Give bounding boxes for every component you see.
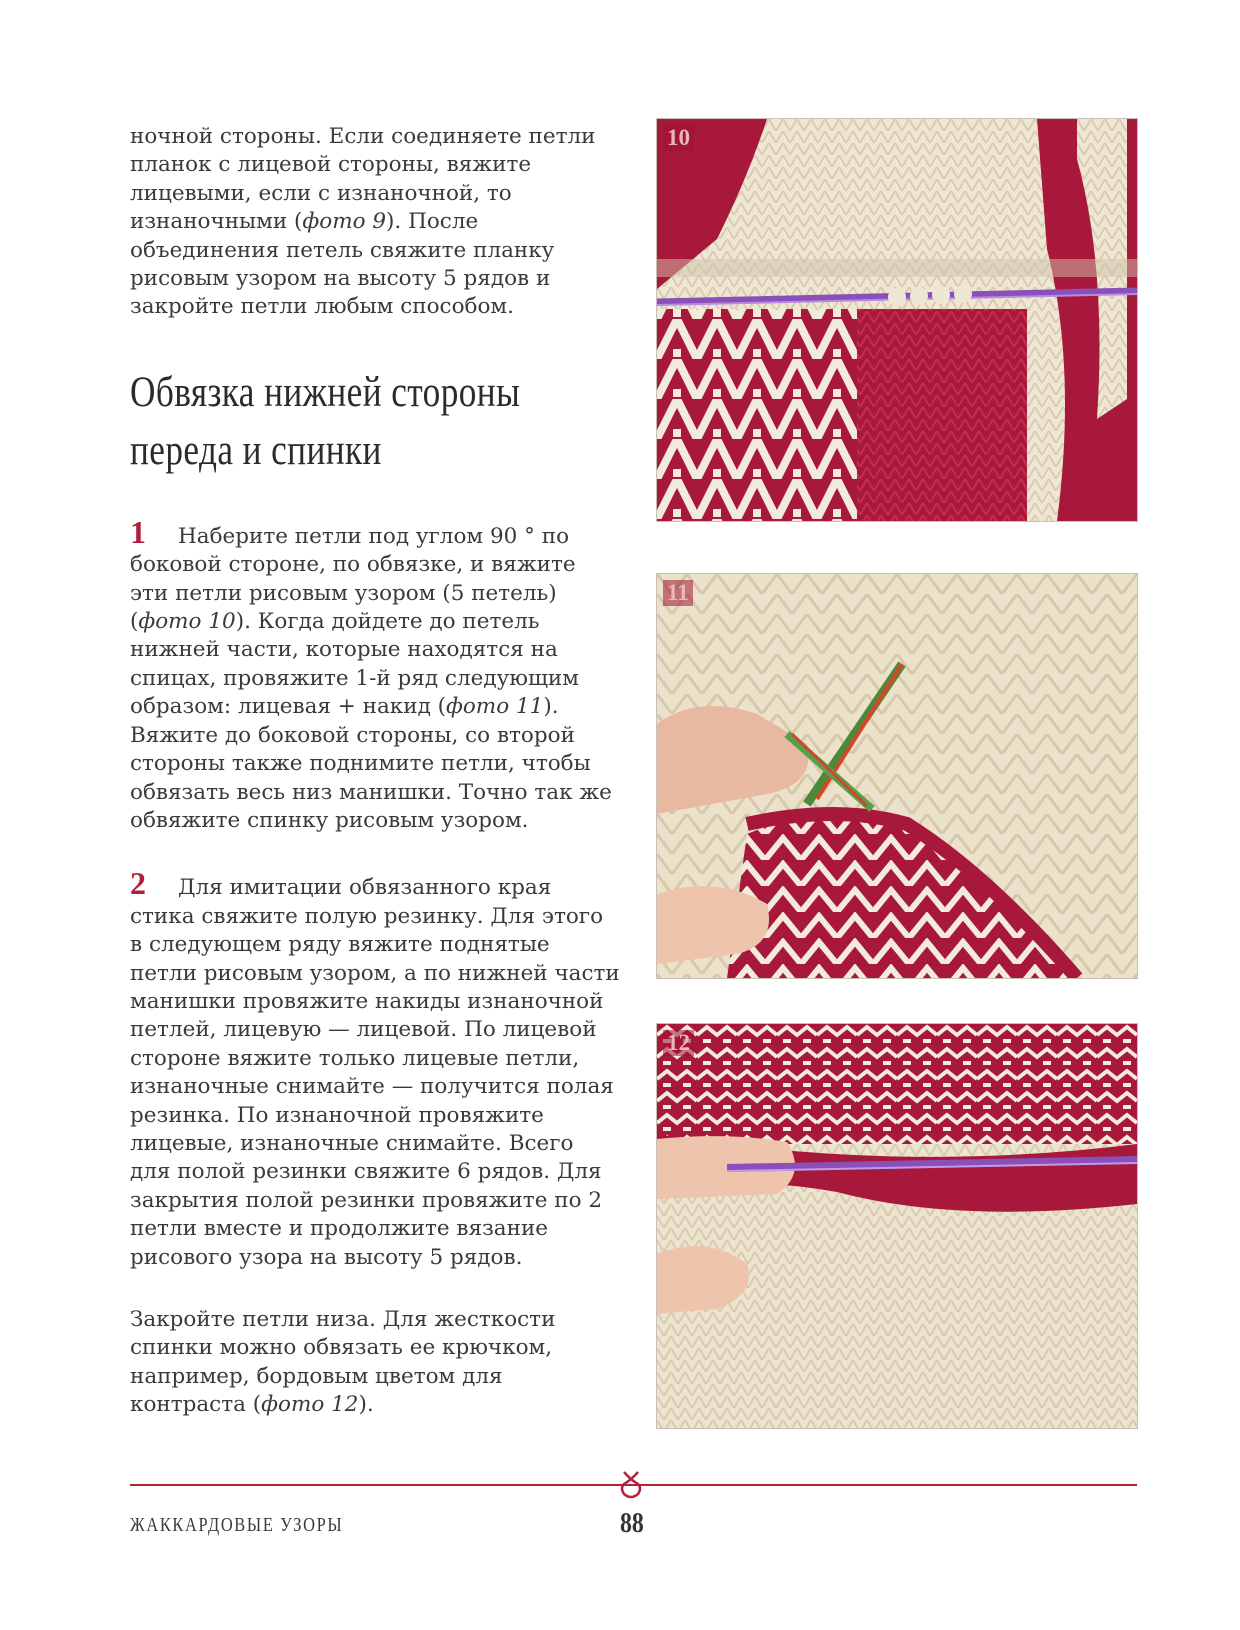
page-number: 88 <box>620 1508 644 1539</box>
intro-paragraph: ночной стороны. Если соединяете петли планок с лицевой стороны, вяжите лицевыми, если с изнаночной, то изнаночными (фото 9). После объединения петель свяжите планку рисовым узором на высоту 5 рядов и закройте петли любым способом. <box>130 124 596 320</box>
photo-ref: фото 9 <box>302 209 387 235</box>
step-number: 1 <box>130 513 146 550</box>
step-number: 2 <box>130 865 146 902</box>
photo-11 <box>656 573 1138 979</box>
step-1: 1 Наберите петли под углом 90 ° по боковой стороне, по обвязке, и вяжите эти петли рисовым узором (5 петель) (фото 10). Когда дойдете до петель нижней части, которые находятся на спицах, провяжите 1-й ряд следующим образом: лицевая + накид (фото 11). Вяжите до боковой стороны, со второй стороны также поднимите петли, чтобы обвязать весь низ манишки. Точно так же обвяжите спинку рисовым узором. <box>130 513 612 833</box>
photo-label: 12 <box>663 1030 694 1056</box>
photo-12 <box>656 1023 1138 1429</box>
step-2: 2 Для имитации обвязанного края стика свяжите полую резинку. Для этого в следующем ряду вяжите поднятые петли рисовым узором, а по нижней части манишки провяжите накиды изнаночной петлей, лицевую — лицевой. По лицевой стороне вяжите только лицевые петли, изнаночные снимайте — получится полая резинка. По изнаночной провяжите лицевые, изнаночные снимайте. Всего для полой резинки свяжите 6 рядов. Для закрытия полой резинки провяжите по 2 петли вместе и продолжите вязание рисового узора на высоту 5 рядов. <box>130 865 620 1270</box>
text-column <box>130 123 620 1420</box>
photo-label: 10 <box>663 125 694 151</box>
photo-ref: фото 10 <box>138 609 236 635</box>
knitting-photo-11-image <box>657 574 1137 978</box>
closing-paragraph: Закройте петли низа. Для жесткости спинки можно обвязать ее крючком, например, бордовым цветом для контраста (фото 12). <box>130 1307 556 1418</box>
photo-10 <box>656 118 1138 522</box>
photo-ref: фото 11 <box>446 694 544 720</box>
footer-section-title: ЖАККАРДОВЫЕ УЗОРЫ <box>130 1514 344 1536</box>
knot-ornament-icon <box>620 1470 642 1500</box>
photo-ref: фото 12 <box>261 1392 359 1418</box>
photo-label: 11 <box>663 580 693 606</box>
knitting-photo-12-image <box>657 1024 1137 1428</box>
section-heading: Обвязка нижней стороны переда и спинки <box>130 368 521 474</box>
knitting-photo-10-image <box>657 119 1137 521</box>
